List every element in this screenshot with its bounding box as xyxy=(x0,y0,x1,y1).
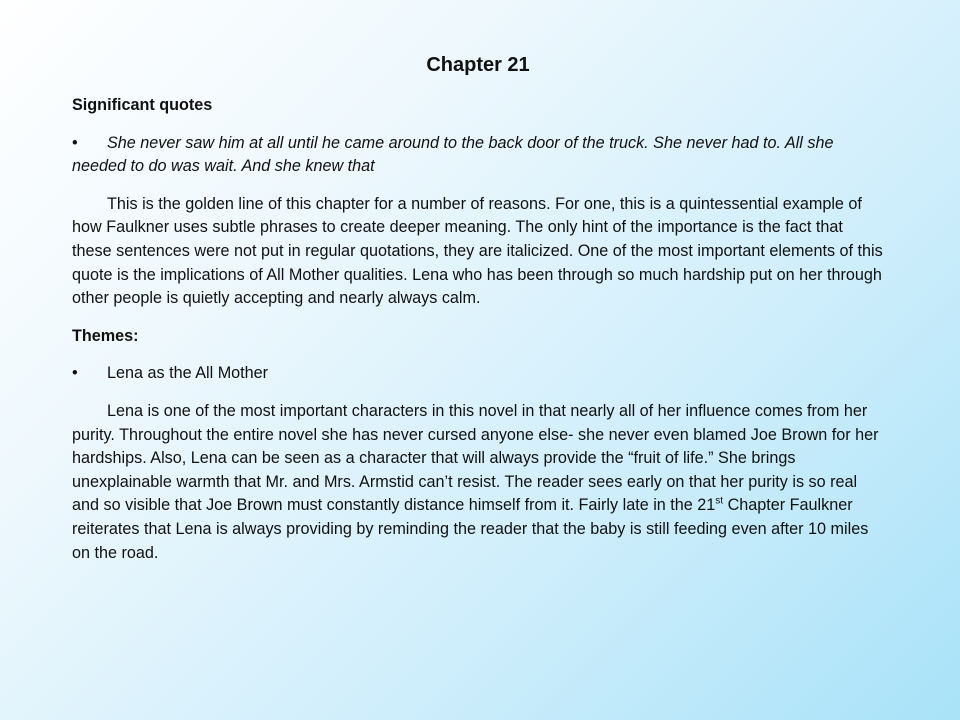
quote-bullet xyxy=(72,132,884,179)
theme-analysis-text-end: Chapter Faulkner reiterates that Lena is always providing by reminding the reader that the baby is still feeding even after 10 miles on the road. xyxy=(72,496,869,562)
theme-bullet xyxy=(72,362,884,386)
bullet-icon: • xyxy=(72,133,78,152)
theme-text: Lena as the All Mother xyxy=(107,364,269,383)
chapter-title: Chapter 21 xyxy=(426,54,530,76)
quote-text: She never saw him at all until he came around to the back door of the truck. She never had to. All she needed to do was wait. And she knew that xyxy=(72,133,834,176)
ordinal-suffix: st xyxy=(715,495,724,507)
slide-content xyxy=(72,52,884,579)
theme-analysis-paragraph xyxy=(72,400,884,565)
bullet-icon: • xyxy=(72,364,78,383)
significant-quotes-heading: Significant quotes xyxy=(72,96,213,114)
themes-heading: Themes: xyxy=(72,326,139,345)
quote-analysis-paragraph: This is the golden line of this chapter for a number of reasons. For one, this is a quintessential example of how Faulkner uses subtle phrases to create deeper meaning. The only hint of the importance is the fact that these sentences were not put in regular quotations, they are italicized. One of the most important elements of this quote is the implications of All Mother qualities. Lena who has been through so much hardship put on her through other people is quietly accepting and nearly always calm. xyxy=(72,194,883,308)
theme-analysis-text-start: Lena is one of the most important characters in this novel in that nearly all of her influence comes from her purity. Throughout the entire novel she has never cursed anyone else- she never even blamed Joe Brown for her hardships. Also, Lena can be seen as a character that will always provide the “fruit of life.” She brings unexplainable warmth that Mr. and Mrs. Armstid can’t resist. The reader sees early on that her purity is so real and so visible that Joe Brown must constantly distance himself from it. Fairly late in the 21 xyxy=(72,401,879,515)
